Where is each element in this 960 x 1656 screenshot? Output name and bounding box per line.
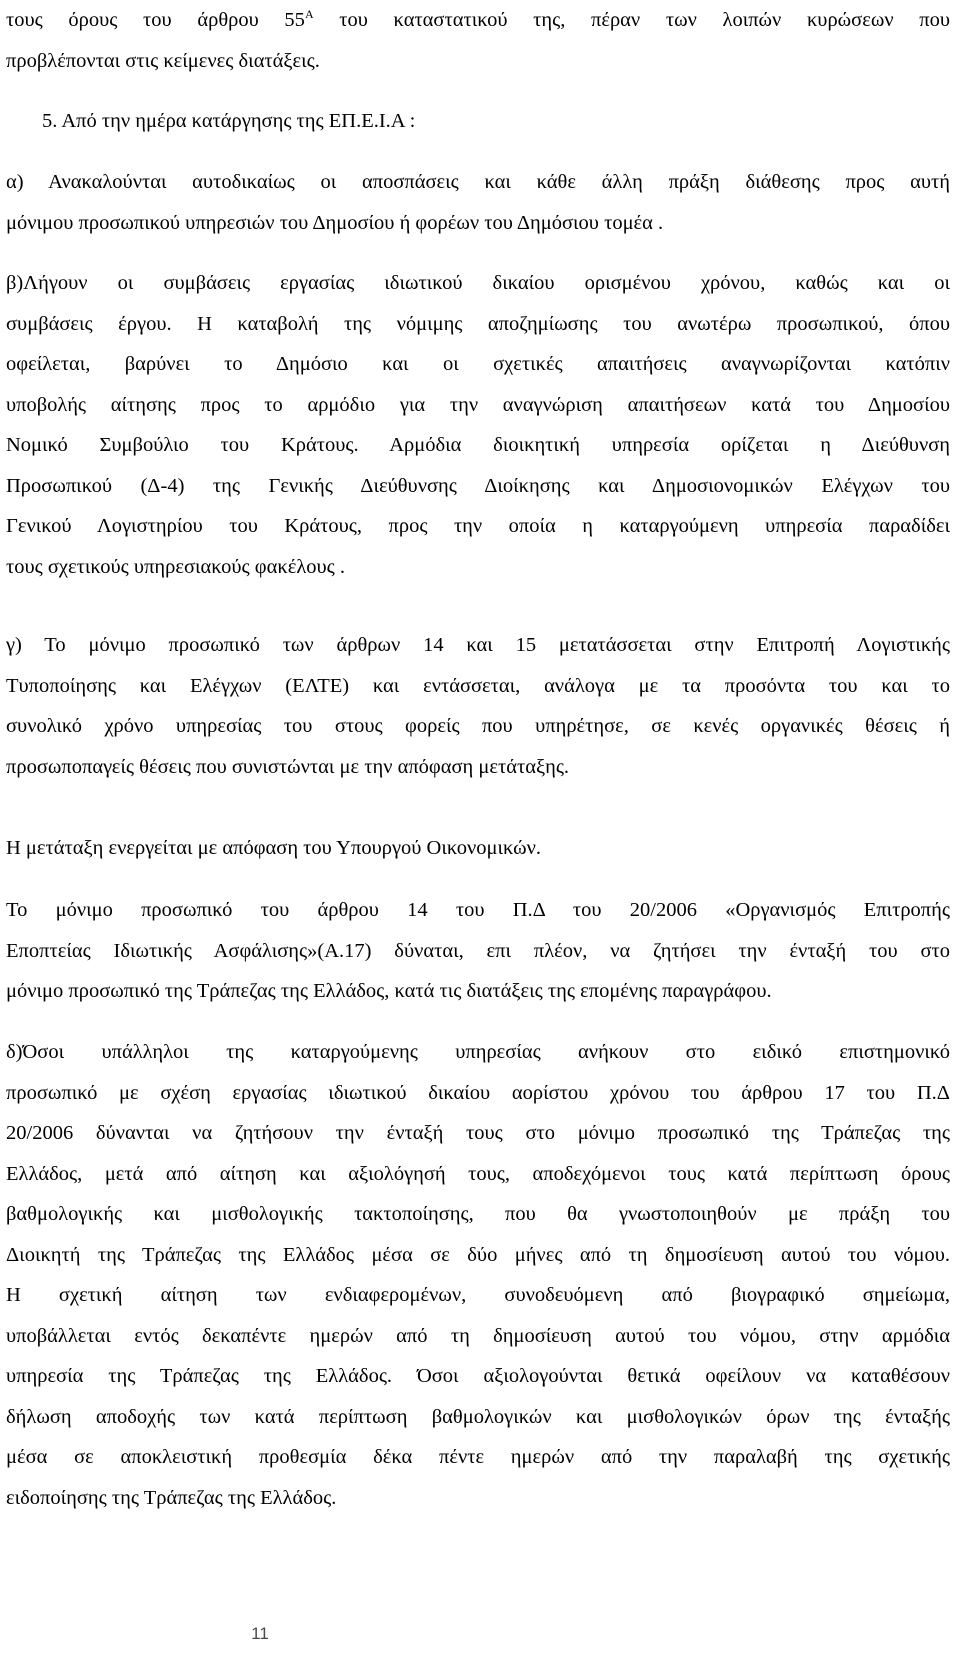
text-line: υπηρεσία της Τράπεζας της Ελλάδος. Όσοι αξιολογούνται θετικά οφείλουν να καταθέσουν [6, 1365, 950, 1387]
text-line: προσωπικό με σχέση εργασίας ιδιωτικού δικαίου αορίστου χρόνου του άρθρου 17 του Π.Δ [6, 1081, 950, 1104]
paragraph-continuation [6, 0, 950, 81]
text-line: βαθμολογικής και μισθολογικής τακτοποίησης, που θα γνωστοποιηθούν με πράξη του [6, 1203, 950, 1225]
text-line: α) Ανακαλούνται αυτοδικαίως οι αποσπάσεις και κάθε άλλη πράξη διάθεσης προς αυτή [6, 171, 950, 193]
paragraph-item-b [6, 263, 950, 587]
text-line: συνολικό χρόνο υπηρεσίας του στους φορείς που υπηρέτησε, σε κενές οργανικές θέσεις ή [6, 715, 950, 737]
text-line: Το μόνιμο προσωπικό του άρθρου 14 του Π.Δ του 20/2006 «Οργανισμός Επιτροπής [6, 899, 950, 921]
paragraph-transfer-decision [6, 828, 950, 869]
text-line: 20/2006 δύνανται να ζητήσουν την ένταξή τους στο μόνιμο προσωπικό της Τράπεζας της [6, 1122, 950, 1144]
text-line: δ)Όσοι υπάλληλοι της καταργούμενης υπηρεσίας ανήκουν στο ειδικό επιστημονικό [6, 1041, 950, 1063]
text-line: Ελλάδος, μετά από αίτηση και αξιολόγησή τους, αποδεχόμενοι τους κατά περίπτωση όρους [6, 1162, 950, 1185]
text-line: Η μετάταξη ενεργείται με απόφαση του Υπουργού Οικονομικών. [6, 837, 542, 859]
text-line: Εποπτείας Ιδιωτικής Ασφάλισης»(Α.17) δύναται, επι πλέον, να ζητήσει την ένταξή του στο [6, 939, 950, 962]
paragraph-item-d [6, 1032, 950, 1518]
text-line: μέσα σε αποκλειστική προθεσμία δέκα πέντε ημερών από την παραλαβή της σχετικής [6, 1446, 950, 1468]
text-line: 5. Από την ημέρα κατάργησης της ΕΠ.Ε.Ι.Α : [42, 110, 416, 132]
text-line: Γενικού Λογιστηρίου του Κράτους, προς την οποία η καταργούμενη υπηρεσία παραδίδει [6, 515, 950, 537]
superscript-alpha: Α [304, 7, 314, 21]
text-line: προσωποπαγείς θέσεις που συνιστώνται με την απόφαση μετάταξης. [6, 755, 570, 778]
text-line: γ) Το μόνιμο προσωπικό των άρθρων 14 και 15 μετατάσσεται στην Επιτροπή Λογιστικής [6, 634, 950, 656]
paragraph-item-5 [6, 101, 950, 142]
text-line: β)Λήγουν οι συμβάσεις εργασίας ιδιωτικού δικαίου ορισμένου χρόνου, καθώς και οι [6, 272, 950, 294]
text-line: Προσωπικού (Δ-4) της Γενικής Διεύθυνσης Διοίκησης και Δημοσιονομικών Ελέγχων του [6, 474, 950, 497]
text-line: υποβολής αίτησης προς το αρμόδιο για την αναγνώριση απαιτήσεων κατά του Δημοσίου [6, 393, 950, 416]
paragraph-article-14 [6, 890, 950, 1012]
text-line: δήλωση αποδοχής των κατά περίπτωση βαθμολογικών και μισθολογικών όρων της ένταξής [6, 1405, 950, 1428]
text-line: τους όρους του άρθρου $55^A$ του καταστατικού της, πέραν των λοιπών κυρώσεων που [6, 7, 950, 31]
text-line: υποβάλλεται εντός δεκαπέντε ημερών από τη δημοσίευση αυτού του νόμου, στην αρμόδια [6, 1324, 950, 1347]
paragraph-item-a [6, 162, 950, 243]
text-line: μόνιμο προσωπικό της Τράπεζας της Ελλάδος, κατά τις διατάξεις της επομένης παραγράφου. [6, 980, 772, 1002]
text-line: οφείλεται, βαρύνει το Δημόσιο και οι σχετικές απαιτήσεις αναγνωρίζονται κατόπιν [6, 353, 950, 375]
paragraph-item-c [6, 625, 950, 787]
page-number: 11 [251, 1624, 269, 1643]
text-line: τους σχετικούς υπηρεσιακούς φακέλους . [6, 555, 346, 578]
text-line: μόνιμου προσωπικού υπηρεσιών του Δημοσίου ή φορέων του Δημόσιου τομέα . [6, 211, 664, 234]
text-line: Η σχετική αίτηση των ενδιαφερομένων, συνοδευόμενη από βιογραφικό σημείωμα, [6, 1284, 950, 1306]
text-line: προβλέπονται στις κείμενες διατάξεις. [6, 49, 320, 72]
text-line: συμβάσεις έργου. Η καταβολή της νόμιμης αποζημίωσης του ανωτέρω προσωπικού, όπου [6, 312, 950, 335]
text-line: Νομικό Συμβούλιο του Κράτους. Αρμόδια διοικητική υπηρεσία ορίζεται η Διεύθυνση [6, 434, 950, 456]
text-line: ειδοποίησης της Τράπεζας της Ελλάδος. [6, 1486, 337, 1509]
text-line: Τυποποίησης και Ελέγχων (ΕΛΤΕ) και εντάσσεται, ανάλογα με τα προσόντα του και το [6, 674, 950, 697]
text-line: Διοικητή της Τράπεζας της Ελλάδος μέσα σε δύο μήνες από τη δημοσίευση αυτού του νόμου. [6, 1243, 950, 1266]
